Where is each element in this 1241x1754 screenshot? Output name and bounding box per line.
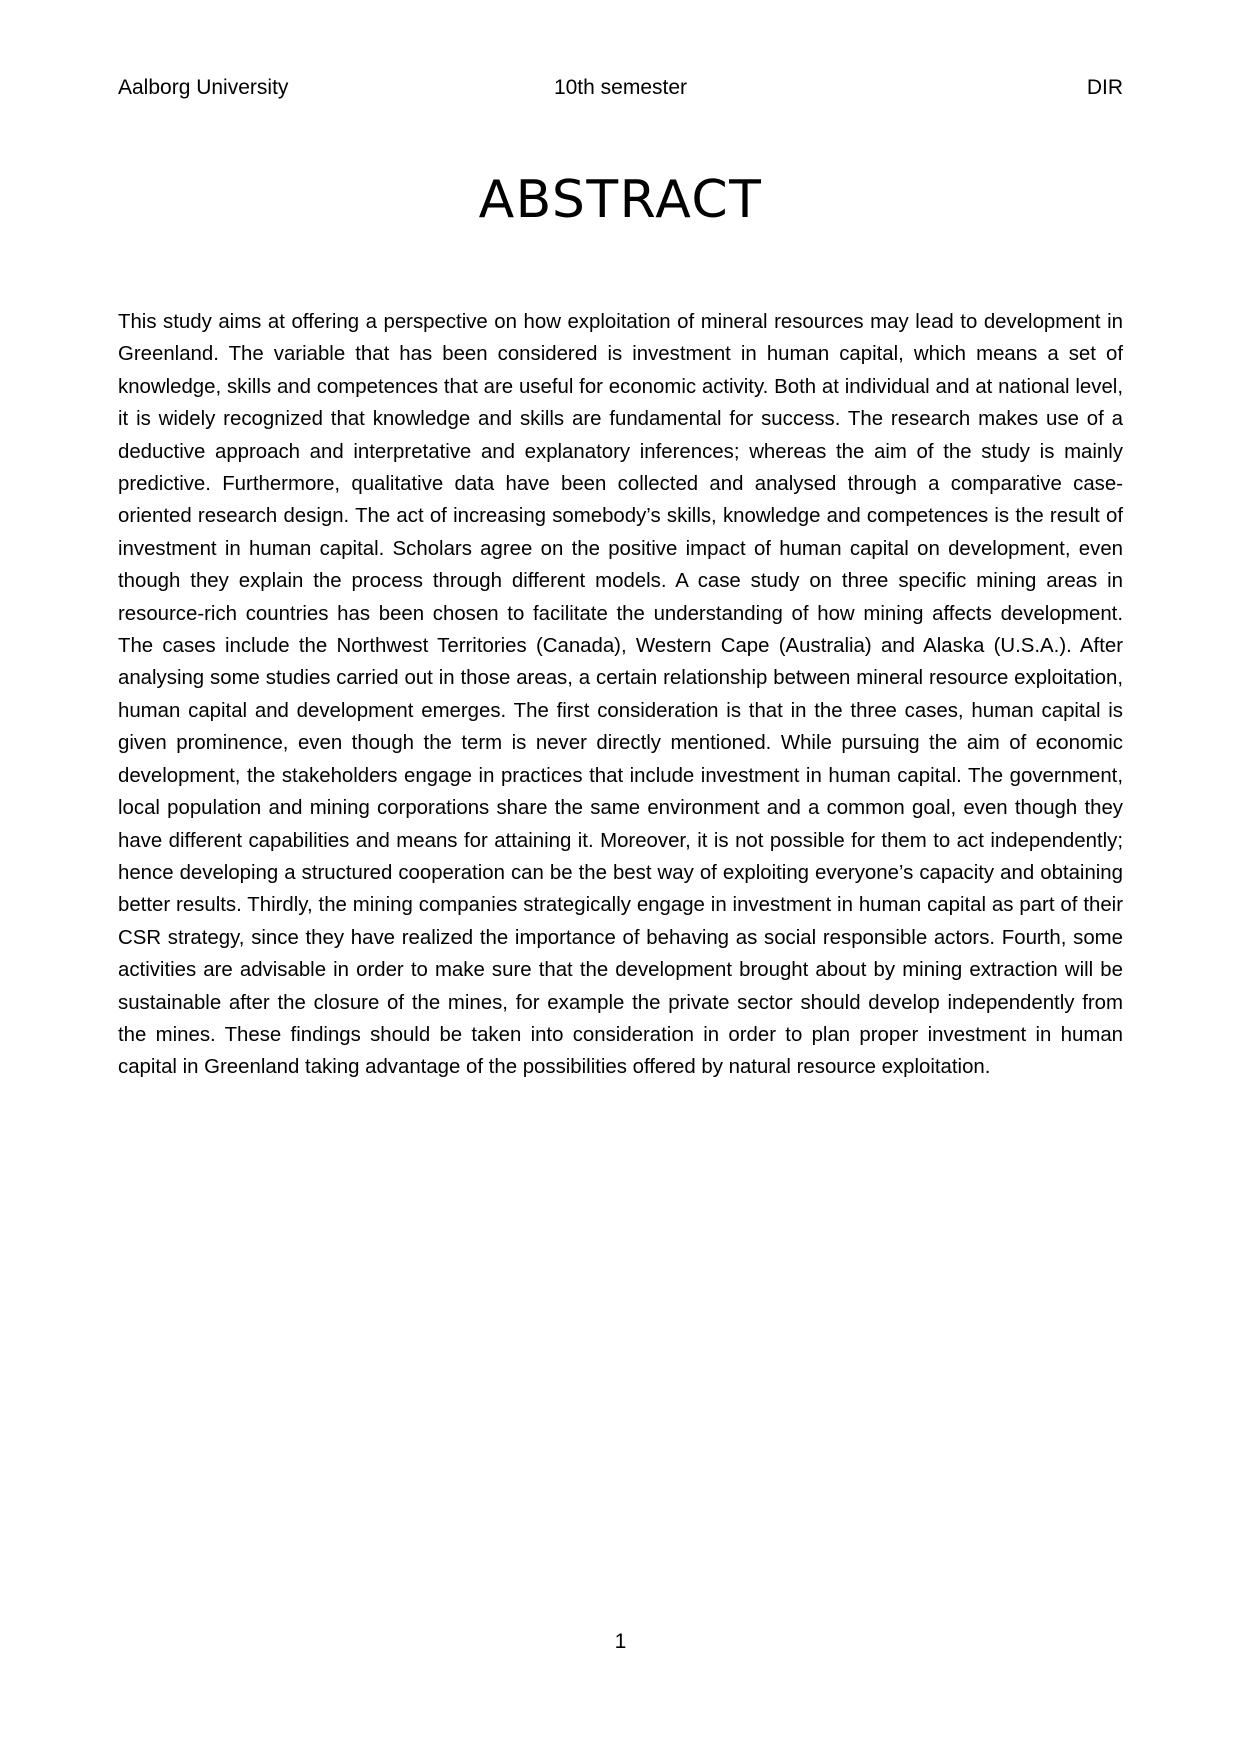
page-header [118,74,1123,102]
header-semester: 10th semester [553,76,688,99]
header-institution: Aalborg University [118,76,289,99]
abstract-text: This study aims at offering a perspective on how exploitation of mineral resources may lead to development in Greenland. The variable that has been considered is investment in human capital, which means a set of knowledge, skills and competences that are useful for economic activity. Both at individual and at national level, it is widely recognized that knowledge and skills are fundamental for success. The research makes use of a deductive approach and interpretative and explanatory inferences; whereas the aim of the study is mainly predictive. Furthermore, qualitative data have been collected and analysed through a comparative case-oriented research design. The act of increasing somebody’s skills, knowledge and competences is the result of investment in human capital. Scholars agree on the positive impact of human capital on development, even though they explain the process through different models. A case study on three specific mining areas in resource-rich countries has been chosen to facilitate the understanding of how mining affects development. The cases include the Northwest Territories (Canada), Western Cape (Australia) and Alaska (U.S.A.). After analysing some studies carried out in those areas, a certain relationship between mineral resource exploitation, human capital and development emerges. The first consideration is that in the three cases, human capital is given prominence, even though the term is never directly mentioned. While pursuing the aim of economic development, the stakeholders engage in practices that include investment in human capital. The government, local population and mining corporations share the same environment and a common goal, even though they have different capabilities and means for attaining it. Moreover, it is not possible for them to act independently; hence developing a structured cooperation can be the best way of exploiting everyone’s capacity and obtaining better results. Thirdly, the mining companies strategically engage in investment in human capital as part of their CSR strategy, since they have realized the importance of behaving as social responsible actors. Fourth, some activities are advisable in order to make sure that the development brought about by mining extraction will be sustainable after the closure of the mines, for example the private sector should develop independently from the mines. These findings should be taken into consideration in order to plan proper investment in human capital in Greenland taking advantage of the possibilities offered by natural resource exploitation. [118,311,1123,1079]
page-number: 1 [614,1630,627,1653]
header-department: DIR [1086,76,1123,99]
page-title: ABSTRACT [478,170,763,230]
